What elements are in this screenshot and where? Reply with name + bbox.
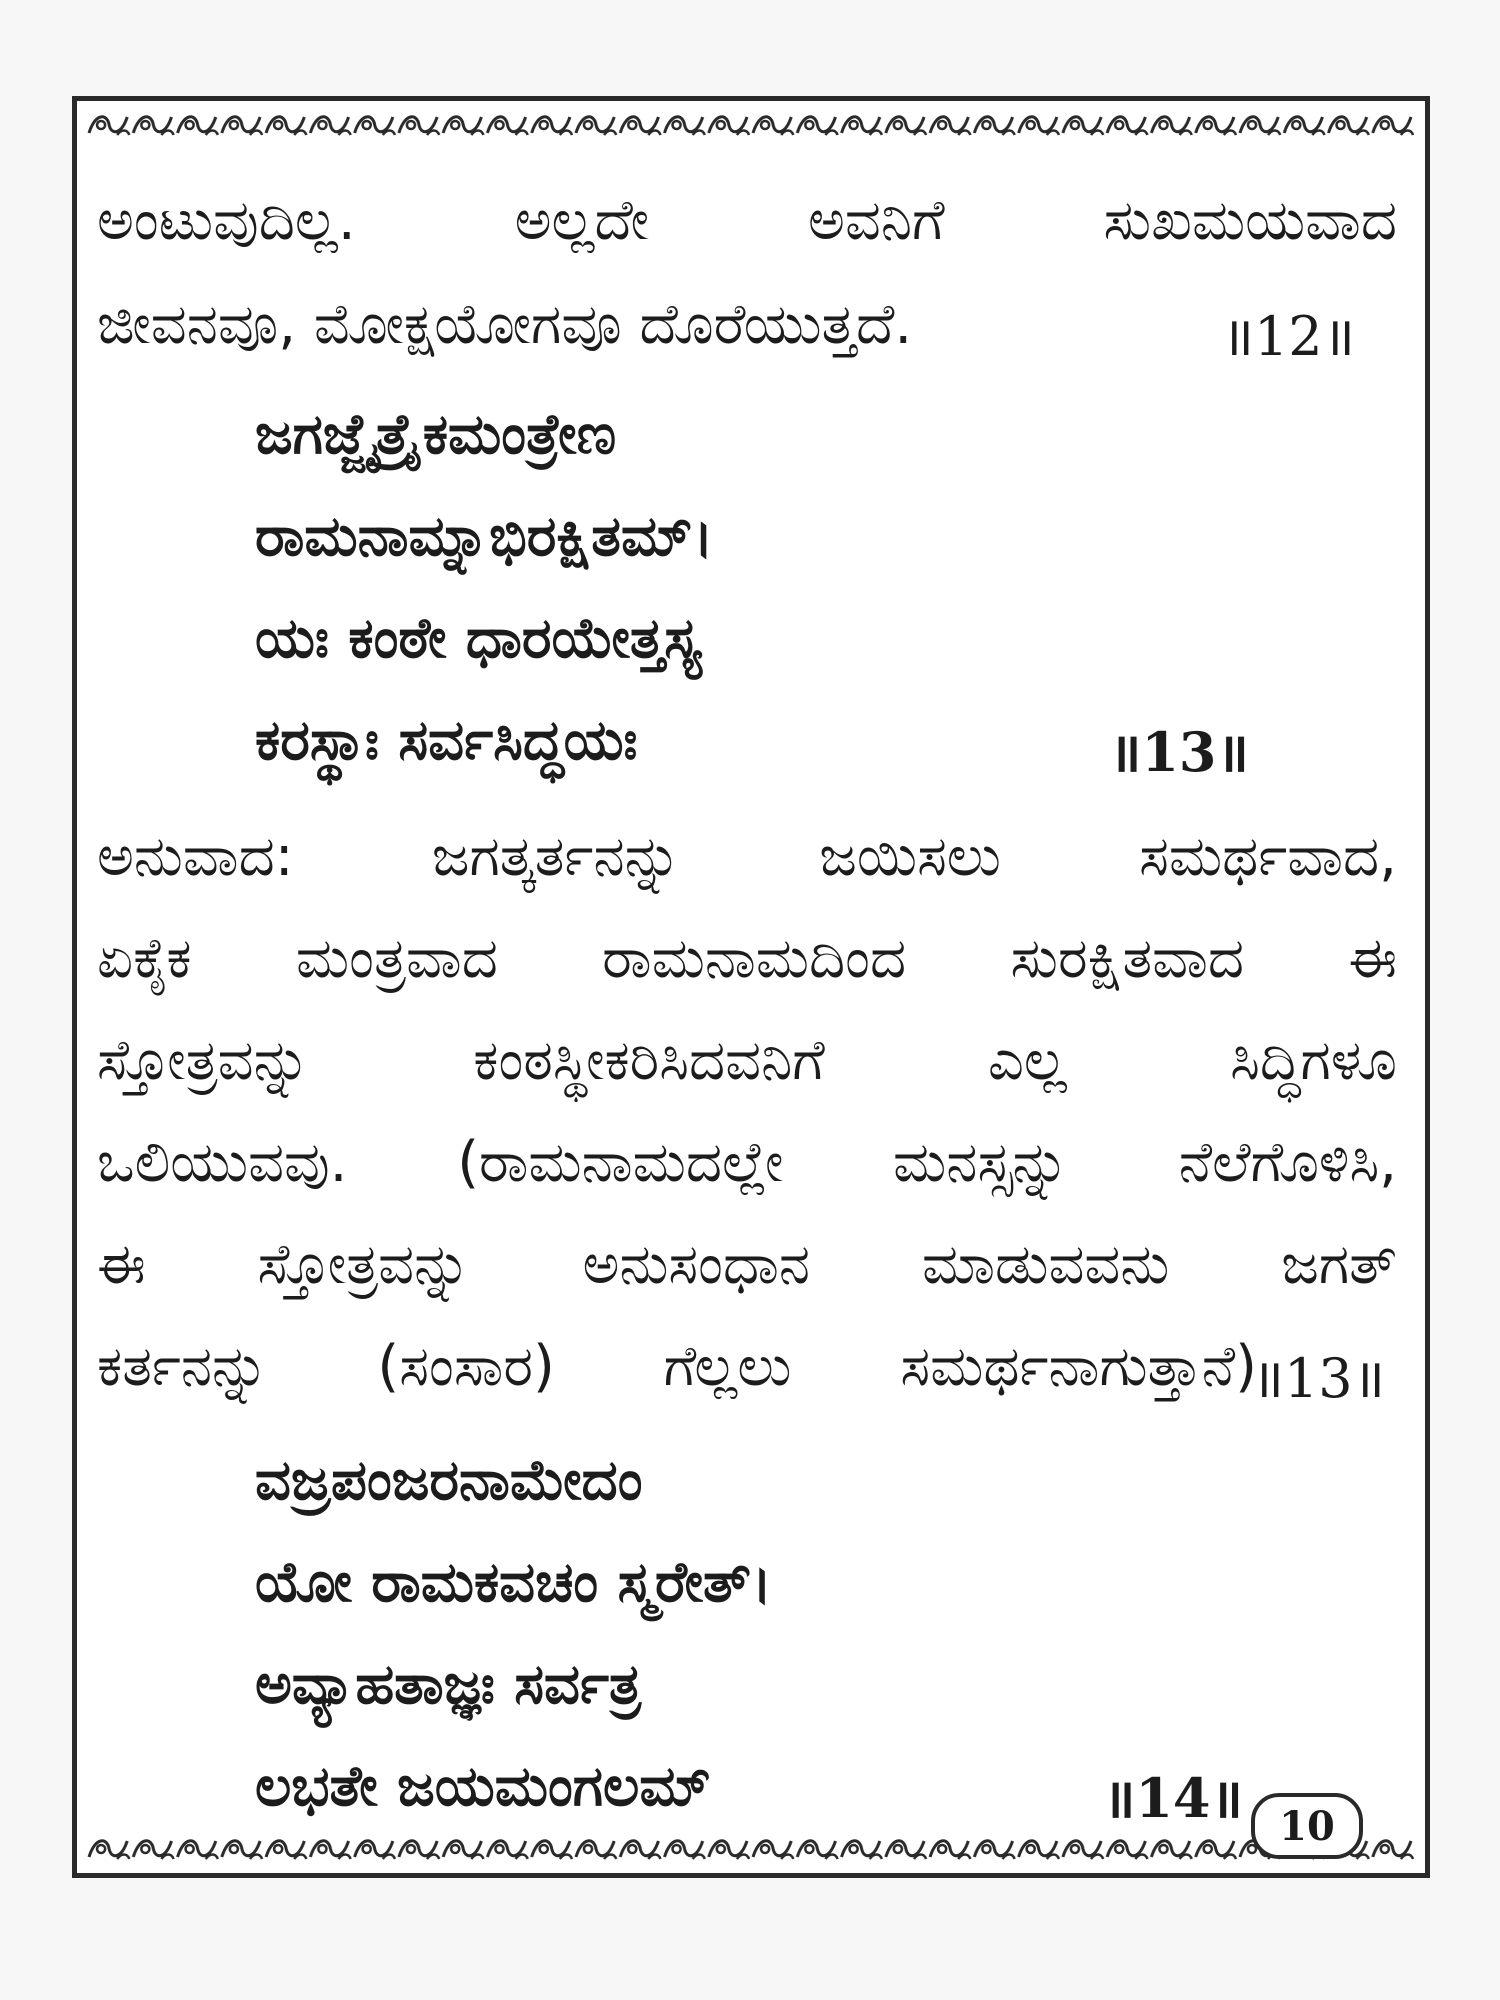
verse-number: ॥13॥ — [1251, 1347, 1385, 1410]
translation-line: ಸ್ತೋತ್ರವನ್ನು ಕಂಠಸ್ಥೀಕರಿಸಿದವನಿಗೆ ಎಲ್ಲ ಸಿದ್ಧಿಗಳೂ — [97, 1028, 1397, 1093]
verse-line: ರಾಮನಾಮ್ನಾಭಿರಕ್ಷಿತಮ್। — [255, 504, 714, 569]
prose-line: ಜೀವನವೂ, ಮೋಕ್ಷಯೋಗವೂ ದೊರೆಯುತ್ತದೆ. — [97, 292, 913, 357]
translation-line: ಅನುವಾದ: ಜಗತ್ಕರ್ತನನ್ನು ಜಯಿಸಲು ಸಮರ್ಥವಾದ, — [97, 824, 1397, 889]
verse-number: ॥12॥ — [1221, 305, 1355, 368]
verse-line: ಕರಸ್ಥಾಃ ಸರ್ವಸಿದ್ಧಯಃ — [255, 708, 638, 773]
translation-line: ಒಲಿಯುವವು. (ರಾಮನಾಮದಲ್ಲೇ ಮನಸ್ಸನ್ನು ನೆಲೆಗೊಳಿಸಿ, — [97, 1130, 1397, 1195]
page-frame — [72, 96, 1430, 1878]
verse-line: ಯಃ ಕಂಠೇ ಧಾರಯೇತ್ತಸ್ಯ — [255, 606, 702, 671]
verse-number: ॥14॥ — [1103, 1766, 1243, 1830]
page-content — [77, 101, 1425, 1873]
page-number: 10 — [1251, 1793, 1363, 1859]
prose-line: ಅಂಟುವುದಿಲ್ಲ. ಅಲ್ಲದೇ ಅವನಿಗೆ ಸುಖಮಯವಾದ — [97, 188, 1397, 253]
translation-line: ಈ ಸ್ತೋತ್ರವನ್ನು ಅನುಸಂಧಾನ ಮಾಡುವವನು ಜಗತ್ — [97, 1232, 1397, 1297]
verse-line: ಯೋ ರಾಮಕವಚಂ ಸ್ಮರೇತ್। — [255, 1550, 773, 1615]
verse-line: ಅವ್ಯಾಹತಾಜ್ಞಃ ಸರ್ವತ್ರ — [255, 1652, 642, 1717]
verse-line: ಲಭತೇ ಜಯಮಂಗಲಮ್ — [255, 1754, 711, 1819]
translation-line: ಏಕೈಕ ಮಂತ್ರವಾದ ರಾಮನಾಮದಿಂದ ಸುರಕ್ಷಿತವಾದ ಈ — [97, 926, 1397, 991]
verse-line: ಜಗಜ್ಜೈತ್ರೈಕಮಂತ್ರೇಣ — [255, 402, 617, 467]
translation-line: ಕರ್ತನನ್ನು (ಸಂಸಾರ) ಗೆಲ್ಲಲು ಸಮರ್ಥನಾಗುತ್ತಾನೆ) — [97, 1334, 1257, 1399]
verse-number: ॥13॥ — [1109, 720, 1249, 784]
verse-line: ವಜ್ರಪಂಜರನಾಮೇದಂ — [255, 1448, 643, 1513]
